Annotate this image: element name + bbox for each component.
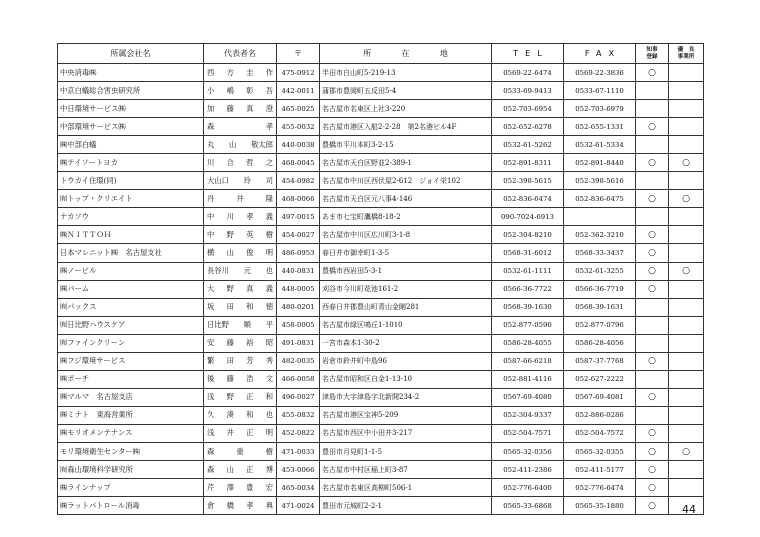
zip-cell: 471-0024 bbox=[277, 497, 320, 515]
excellent-business-mark bbox=[669, 479, 704, 497]
company-cell: トウカイ住環(同) bbox=[58, 172, 204, 190]
zip-cell: 491-0831 bbox=[277, 334, 320, 352]
representative-cell bbox=[204, 136, 277, 154]
address-cell: 豊田市元城町2-2-1 bbox=[320, 497, 492, 515]
company-cell: ㈱テイソートヨカ bbox=[58, 154, 204, 172]
address-cell: 名古屋市中川区広川町3-1-8 bbox=[320, 226, 492, 244]
table-row bbox=[58, 497, 704, 515]
representative-cell bbox=[204, 442, 277, 460]
tel-cell: 052-891-8311 bbox=[492, 154, 564, 172]
fax-cell: 0567-69-4081 bbox=[564, 388, 636, 406]
zip-cell: 468-0066 bbox=[277, 190, 320, 208]
header-zip: 〒 bbox=[277, 44, 320, 64]
representative-name: 浅 井 正 明 bbox=[207, 428, 273, 438]
representative-name: 森 孝 bbox=[207, 121, 273, 131]
company-cell: ㈱ミナト 東海営業所 bbox=[58, 406, 204, 424]
representative-name: 中 野 英 樹 bbox=[207, 229, 273, 239]
governor-registration-mark bbox=[636, 82, 669, 100]
tel-cell: 0565-32-0356 bbox=[492, 442, 564, 460]
fax-cell: 0533-67-1110 bbox=[564, 82, 636, 100]
fax-cell: 052-504-7572 bbox=[564, 424, 636, 442]
representative-name: 丸 山 敬太郎 bbox=[207, 139, 273, 149]
address-cell: 豊田市月見町1-1-5 bbox=[320, 442, 492, 460]
company-cell: ㈲トップ・クリエイト bbox=[58, 190, 204, 208]
tel-cell: 052-881-4116 bbox=[492, 370, 564, 388]
representative-name: 森 重 樹 bbox=[207, 446, 273, 456]
representative-name: 川 合 哲 之 bbox=[207, 157, 273, 167]
tel-cell: 052-504-7571 bbox=[492, 424, 564, 442]
representative-cell bbox=[204, 424, 277, 442]
fax-cell bbox=[564, 208, 636, 226]
company-cell: ㈱フジ環境サービス bbox=[58, 352, 204, 370]
representative-cell bbox=[204, 388, 277, 406]
tel-cell: 052-411-2386 bbox=[492, 461, 564, 479]
governor-registration-mark: ○ bbox=[636, 352, 669, 370]
table-row bbox=[58, 334, 704, 352]
representative-cell bbox=[204, 406, 277, 424]
company-cell: ㈲森山環境科学研究所 bbox=[58, 461, 204, 479]
page-number: 44 bbox=[682, 503, 696, 516]
table-row bbox=[58, 479, 704, 497]
fax-cell: 0565-35-1880 bbox=[564, 497, 636, 515]
member-table-sheet bbox=[57, 43, 703, 515]
tel-cell: 052-703-6954 bbox=[492, 100, 564, 118]
representative-cell bbox=[204, 244, 277, 262]
governor-registration-mark: ○ bbox=[636, 388, 669, 406]
representative-cell bbox=[204, 172, 277, 190]
table-body bbox=[58, 64, 704, 515]
representative-name: 坂 田 和 徳 bbox=[207, 302, 273, 312]
representative-cell bbox=[204, 497, 277, 515]
governor-registration-mark: ○ bbox=[636, 461, 669, 479]
address-cell: 名古屋市昭和区白金1-13-10 bbox=[320, 370, 492, 388]
table-row bbox=[58, 226, 704, 244]
address-cell: 岩倉市鈴井町中島96 bbox=[320, 352, 492, 370]
address-cell: 名古屋市緑区鳴丘1-1010 bbox=[320, 316, 492, 334]
member-table bbox=[57, 43, 704, 515]
excellent-business-mark bbox=[669, 82, 704, 100]
fax-cell: 0532-61-5334 bbox=[564, 136, 636, 154]
zip-cell: 454-0027 bbox=[277, 226, 320, 244]
table-row bbox=[58, 262, 704, 280]
excellent-business-mark bbox=[669, 316, 704, 334]
table-row bbox=[58, 82, 704, 100]
excellent-business-mark bbox=[669, 118, 704, 136]
governor-registration-mark bbox=[636, 136, 669, 154]
company-cell: 中日環境サービス㈱ bbox=[58, 100, 204, 118]
table-row bbox=[58, 461, 704, 479]
tel-cell: 052-304-9337 bbox=[492, 406, 564, 424]
governor-registration-mark: ○ bbox=[636, 424, 669, 442]
governor-registration-mark: ○ bbox=[636, 190, 669, 208]
address-cell: 名古屋市中村区稲上町3-87 bbox=[320, 461, 492, 479]
excellent-business-mark bbox=[669, 406, 704, 424]
excellent-business-mark: ○ bbox=[669, 190, 704, 208]
header-tel: TEL bbox=[492, 44, 564, 64]
fax-cell: 052-703-6979 bbox=[564, 100, 636, 118]
table-row bbox=[58, 388, 704, 406]
governor-registration-mark bbox=[636, 172, 669, 190]
representative-name: 浅 野 正 和 bbox=[207, 392, 273, 402]
tel-cell: 0532-61-1111 bbox=[492, 262, 564, 280]
tel-cell: 0568-31-6012 bbox=[492, 244, 564, 262]
governor-registration-mark: ○ bbox=[636, 226, 669, 244]
zip-cell: 442-0011 bbox=[277, 82, 320, 100]
table-row bbox=[58, 280, 704, 298]
address-cell: 半田市白山町5-219-13 bbox=[320, 64, 492, 82]
excellent-business-mark bbox=[669, 352, 704, 370]
address-cell: 名古屋市中川区西伏屋2-612 ジョイ栄102 bbox=[320, 172, 492, 190]
governor-registration-mark: ○ bbox=[636, 118, 669, 136]
excellent-business-mark bbox=[669, 100, 704, 118]
governor-registration-mark bbox=[636, 370, 669, 388]
table-row bbox=[58, 118, 704, 136]
table-row bbox=[58, 244, 704, 262]
excellent-business-mark bbox=[669, 334, 704, 352]
zip-cell: 468-0045 bbox=[277, 154, 320, 172]
zip-cell: 452-0822 bbox=[277, 424, 320, 442]
representative-name: 後 藤 浩 文 bbox=[207, 374, 273, 384]
company-cell: ナカソウ bbox=[58, 208, 204, 226]
header-company: 所属会社名 bbox=[58, 44, 204, 64]
excellent-business-mark: ○ bbox=[669, 442, 704, 460]
company-cell: 中央消毒㈱ bbox=[58, 64, 204, 82]
representative-cell bbox=[204, 190, 277, 208]
excellent-business-mark bbox=[669, 280, 704, 298]
representative-name: 中 川 孝 義 bbox=[207, 211, 273, 221]
address-cell: 津島市大字津島字北新開234-2 bbox=[320, 388, 492, 406]
table-row bbox=[58, 370, 704, 388]
company-cell: ㈲ファインクリーン bbox=[58, 334, 204, 352]
fax-cell: 052-776-6474 bbox=[564, 479, 636, 497]
table-row bbox=[58, 64, 704, 82]
address-cell: 名古屋市天白区元八事4-146 bbox=[320, 190, 492, 208]
company-cell: 中部環境サービス㈱ bbox=[58, 118, 204, 136]
fax-cell: 052-362-3210 bbox=[564, 226, 636, 244]
governor-registration-mark bbox=[636, 406, 669, 424]
header-address: 所 在 地 bbox=[320, 44, 492, 64]
zip-cell: 458-0005 bbox=[277, 316, 320, 334]
governor-registration-mark bbox=[636, 334, 669, 352]
representative-cell bbox=[204, 334, 277, 352]
representative-cell bbox=[204, 100, 277, 118]
header-fax: FAX bbox=[564, 44, 636, 64]
company-cell: ㈱中部白蟻 bbox=[58, 136, 204, 154]
address-cell: 名古屋市港区入船2-2-28 第2名港ビル4F bbox=[320, 118, 492, 136]
excellent-business-mark bbox=[669, 226, 704, 244]
excellent-business-mark bbox=[669, 208, 704, 226]
address-cell: 豊橋市西岩田5-3-1 bbox=[320, 262, 492, 280]
tel-cell: 052-652-6278 bbox=[492, 118, 564, 136]
representative-cell bbox=[204, 370, 277, 388]
fax-cell: 052-891-8440 bbox=[564, 154, 636, 172]
governor-registration-mark bbox=[636, 208, 669, 226]
table-row bbox=[58, 424, 704, 442]
header-excellent-business bbox=[669, 44, 704, 64]
representative-name: 大山口 玲 司 bbox=[207, 175, 273, 185]
company-cell: ㈱ＮＩＴＴＯＨ bbox=[58, 226, 204, 244]
address-cell: あま市七宝町鷹橋8-18-2 bbox=[320, 208, 492, 226]
fax-cell: 052-836-6475 bbox=[564, 190, 636, 208]
representative-cell bbox=[204, 154, 277, 172]
company-cell: ㈱ノービル bbox=[58, 262, 204, 280]
zip-cell: 454-0982 bbox=[277, 172, 320, 190]
zip-cell: 482-0035 bbox=[277, 352, 320, 370]
fax-cell: 052-655-1331 bbox=[564, 118, 636, 136]
representative-cell bbox=[204, 316, 277, 334]
tel-cell: 0586-28-4055 bbox=[492, 334, 564, 352]
fax-cell: 0568-39-1631 bbox=[564, 298, 636, 316]
tel-cell: 0532-61-5262 bbox=[492, 136, 564, 154]
excellent-business-mark bbox=[669, 370, 704, 388]
representative-cell bbox=[204, 118, 277, 136]
company-cell: ㈱ポーチ bbox=[58, 370, 204, 388]
tel-cell: 052-836-6474 bbox=[492, 190, 564, 208]
zip-cell: 448-0005 bbox=[277, 280, 320, 298]
representative-name: 森 山 正 博 bbox=[207, 464, 273, 474]
zip-cell: 497-0015 bbox=[277, 208, 320, 226]
excellent-business-mark: ○ bbox=[669, 154, 704, 172]
representative-name: 加 藤 真 澄 bbox=[207, 103, 273, 113]
table-row bbox=[58, 442, 704, 460]
zip-cell: 465-0025 bbox=[277, 100, 320, 118]
excellent-business-mark bbox=[669, 424, 704, 442]
excellent-business-mark bbox=[669, 461, 704, 479]
excellent-business-mark bbox=[669, 244, 704, 262]
fax-cell: 0587-37-7768 bbox=[564, 352, 636, 370]
governor-registration-mark bbox=[636, 316, 669, 334]
table-row bbox=[58, 190, 704, 208]
zip-cell: 453-0066 bbox=[277, 461, 320, 479]
header-representative: 代表者名 bbox=[204, 44, 277, 64]
representative-cell bbox=[204, 298, 277, 316]
representative-name: 丹 井 隆 bbox=[207, 193, 273, 203]
address-cell: 名古屋市天白区野並2-389-1 bbox=[320, 154, 492, 172]
tel-cell: 052-304-8210 bbox=[492, 226, 564, 244]
fax-cell: 052-627-2222 bbox=[564, 370, 636, 388]
representative-cell bbox=[204, 82, 277, 100]
representative-cell bbox=[204, 262, 277, 280]
representative-name: 倉 橋 孝 典 bbox=[207, 500, 273, 510]
table-row bbox=[58, 316, 704, 334]
zip-cell: 475-0912 bbox=[277, 64, 320, 82]
zip-cell: 466-0058 bbox=[277, 370, 320, 388]
excellent-business-mark bbox=[669, 136, 704, 154]
zip-cell: 455-0832 bbox=[277, 406, 320, 424]
address-cell: 蒲郡市豊岡町五反田5-4 bbox=[320, 82, 492, 100]
zip-cell: 455-0032 bbox=[277, 118, 320, 136]
governor-registration-mark: ○ bbox=[636, 479, 669, 497]
representative-cell bbox=[204, 461, 277, 479]
representative-cell bbox=[204, 64, 277, 82]
address-cell: 名古屋市西区中小田井3-217 bbox=[320, 424, 492, 442]
tel-cell: 0567-69-4080 bbox=[492, 388, 564, 406]
fax-cell: 0569-22-3836 bbox=[564, 64, 636, 82]
address-cell: 名古屋市港区宝神5-209 bbox=[320, 406, 492, 424]
header-flag1-line2: 登録 bbox=[646, 53, 658, 60]
table-row bbox=[58, 352, 704, 370]
fax-cell: 0566-36-7719 bbox=[564, 280, 636, 298]
tel-cell: 052-877-0590 bbox=[492, 316, 564, 334]
representative-cell bbox=[204, 352, 277, 370]
excellent-business-mark bbox=[669, 64, 704, 82]
representative-cell bbox=[204, 280, 277, 298]
representative-name: 久 湊 和 也 bbox=[207, 410, 273, 420]
fax-cell: 052-886-0286 bbox=[564, 406, 636, 424]
fax-cell: 0565-32-0355 bbox=[564, 442, 636, 460]
zip-cell: 496-0027 bbox=[277, 388, 320, 406]
fax-cell: 052-411-5177 bbox=[564, 461, 636, 479]
address-cell: 名古屋市名東区高柳町506-1 bbox=[320, 479, 492, 497]
zip-cell: 440-0831 bbox=[277, 262, 320, 280]
table-row bbox=[58, 208, 704, 226]
excellent-business-mark bbox=[669, 172, 704, 190]
governor-registration-mark: ○ bbox=[636, 64, 669, 82]
zip-cell: 465-0034 bbox=[277, 479, 320, 497]
zip-cell: 471-0033 bbox=[277, 442, 320, 460]
header-flag2-line1: 優 良 bbox=[677, 47, 695, 53]
tel-cell: 052-398-5615 bbox=[492, 172, 564, 190]
fax-cell: 052-398-5616 bbox=[564, 172, 636, 190]
address-cell: 名古屋市名東区上社3-220 bbox=[320, 100, 492, 118]
representative-name: 安 藤 裕 昭 bbox=[207, 338, 273, 348]
table-row bbox=[58, 172, 704, 190]
address-cell: 一宮市森本1-30-2 bbox=[320, 334, 492, 352]
representative-cell bbox=[204, 208, 277, 226]
tel-cell: 0587-66-6218 bbox=[492, 352, 564, 370]
governor-registration-mark: ○ bbox=[636, 497, 669, 515]
governor-registration-mark: ○ bbox=[636, 280, 669, 298]
table-row bbox=[58, 100, 704, 118]
representative-name: 小 嶋 彰 吾 bbox=[207, 85, 273, 95]
tel-cell: 0566-36-7722 bbox=[492, 280, 564, 298]
company-cell: モリ環境衛生センター㈱ bbox=[58, 442, 204, 460]
header-flag2-line2: 事業所 bbox=[677, 53, 695, 60]
company-cell: ㈱バーム bbox=[58, 280, 204, 298]
address-cell: 春日井市御幸町1-3-5 bbox=[320, 244, 492, 262]
company-cell: 日本マレニット㈱ 名古屋支社 bbox=[58, 244, 204, 262]
table-row bbox=[58, 298, 704, 316]
company-cell: ㈱ラインナップ bbox=[58, 479, 204, 497]
company-cell: 中京白蟻総合害虫研究所 bbox=[58, 82, 204, 100]
representative-name: 横 山 俊 明 bbox=[207, 247, 273, 257]
company-cell: ㈱ラットパトロール消毒 bbox=[58, 497, 204, 515]
fax-cell: 052-877-0796 bbox=[564, 316, 636, 334]
representative-cell bbox=[204, 479, 277, 497]
zip-cell: 440-0038 bbox=[277, 136, 320, 154]
company-cell: ㈲日比野ハウスケア bbox=[58, 316, 204, 334]
governor-registration-mark bbox=[636, 100, 669, 118]
tel-cell: 052-776-6400 bbox=[492, 479, 564, 497]
address-cell: 豊橋市平川本町3-2-15 bbox=[320, 136, 492, 154]
representative-name: 長谷川 元 也 bbox=[207, 266, 273, 276]
representative-name: 日比野 順 平 bbox=[207, 320, 273, 330]
fax-cell: 0532-61-3255 bbox=[564, 262, 636, 280]
excellent-business-mark: ○ bbox=[669, 262, 704, 280]
company-cell: ㈲パックス bbox=[58, 298, 204, 316]
tel-cell: 0568-39-1630 bbox=[492, 298, 564, 316]
company-cell: ㈱モリオメンテナンス bbox=[58, 424, 204, 442]
table-row bbox=[58, 136, 704, 154]
governor-registration-mark: ○ bbox=[636, 262, 669, 280]
address-cell: 西春日井郡豊山町青山金剛281 bbox=[320, 298, 492, 316]
table-row bbox=[58, 406, 704, 424]
governor-registration-mark: ○ bbox=[636, 244, 669, 262]
table-header-row bbox=[58, 44, 704, 64]
representative-name: 西 方 圭 作 bbox=[207, 67, 273, 77]
governor-registration-mark: ○ bbox=[636, 442, 669, 460]
tel-cell: 0533-69-9413 bbox=[492, 82, 564, 100]
company-cell: ㈱マルマ 名古屋支店 bbox=[58, 388, 204, 406]
representative-name: 大 野 真 義 bbox=[207, 284, 273, 294]
tel-cell: 090-7024-6913 bbox=[492, 208, 564, 226]
governor-registration-mark bbox=[636, 298, 669, 316]
representative-name: 繁 田 芳 秀 bbox=[207, 356, 273, 366]
representative-cell bbox=[204, 226, 277, 244]
table-row bbox=[58, 154, 704, 172]
fax-cell: 0586-28-4056 bbox=[564, 334, 636, 352]
header-governor-registration bbox=[636, 44, 669, 64]
governor-registration-mark: ○ bbox=[636, 154, 669, 172]
fax-cell: 0568-33-3437 bbox=[564, 244, 636, 262]
header-flag1-line1: 知事 bbox=[646, 47, 658, 53]
representative-name: 芹 澤 豊 宏 bbox=[207, 482, 273, 492]
tel-cell: 0565-33-6868 bbox=[492, 497, 564, 515]
excellent-business-mark bbox=[669, 298, 704, 316]
excellent-business-mark bbox=[669, 388, 704, 406]
zip-cell: 486-0953 bbox=[277, 244, 320, 262]
address-cell: 刈谷市今川町花池161-2 bbox=[320, 280, 492, 298]
tel-cell: 0569-22-6474 bbox=[492, 64, 564, 82]
zip-cell: 480-0201 bbox=[277, 298, 320, 316]
